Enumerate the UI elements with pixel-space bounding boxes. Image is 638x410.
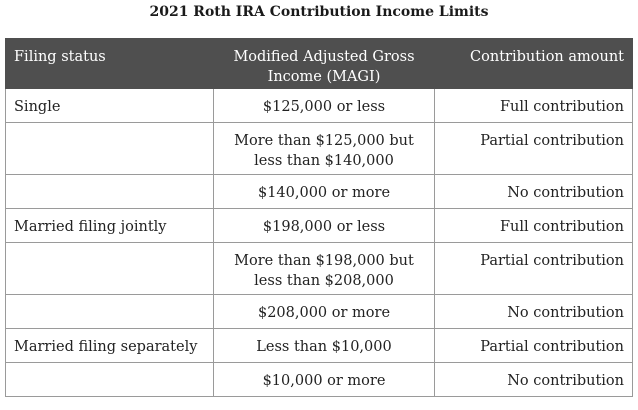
- table-row: [6, 175, 633, 209]
- cell-magi: $140,000 or more: [214, 175, 435, 209]
- table-row: [6, 209, 633, 243]
- table-header-row: [6, 39, 633, 89]
- cell-contribution: Partial contribution: [435, 123, 633, 175]
- cell-contribution: No contribution: [435, 363, 633, 397]
- cell-filing-status: [6, 175, 214, 209]
- cell-magi: $10,000 or more: [214, 363, 435, 397]
- cell-magi: $208,000 or more: [214, 295, 435, 329]
- table-row: [6, 363, 633, 397]
- table-row: [6, 123, 633, 175]
- cell-magi: More than $198,000 but less than $208,000: [214, 243, 435, 295]
- cell-contribution: Full contribution: [435, 89, 633, 123]
- cell-contribution: Partial contribution: [435, 329, 633, 363]
- cell-contribution: No contribution: [435, 175, 633, 209]
- header-filing-status: Filing status: [6, 39, 214, 89]
- header-contribution-amount: Contribution amount: [435, 39, 633, 89]
- header-magi: Modified Adjusted Gross Income (MAGI): [214, 39, 435, 89]
- table-row: [6, 329, 633, 363]
- cell-contribution: Partial contribution: [435, 243, 633, 295]
- cell-filing-status: [6, 123, 214, 175]
- table-title: 2021 Roth IRA Contribution Income Limits: [149, 4, 489, 20]
- roth-ira-limits-table: [5, 38, 633, 397]
- cell-filing-status: [6, 295, 214, 329]
- cell-filing-status: [6, 243, 214, 295]
- cell-filing-status: Single: [6, 89, 214, 123]
- table-row: [6, 295, 633, 329]
- cell-magi: $125,000 or less: [214, 89, 435, 123]
- cell-filing-status: Married filing separately: [6, 329, 214, 363]
- cell-contribution: Full contribution: [435, 209, 633, 243]
- cell-magi: More than $125,000 but less than $140,000: [214, 123, 435, 175]
- cell-magi: Less than $10,000: [214, 329, 435, 363]
- table-row: [6, 243, 633, 295]
- cell-contribution: No contribution: [435, 295, 633, 329]
- cell-filing-status: [6, 363, 214, 397]
- cell-magi: $198,000 or less: [214, 209, 435, 243]
- cell-filing-status: Married filing jointly: [6, 209, 214, 243]
- table-row: [6, 89, 633, 123]
